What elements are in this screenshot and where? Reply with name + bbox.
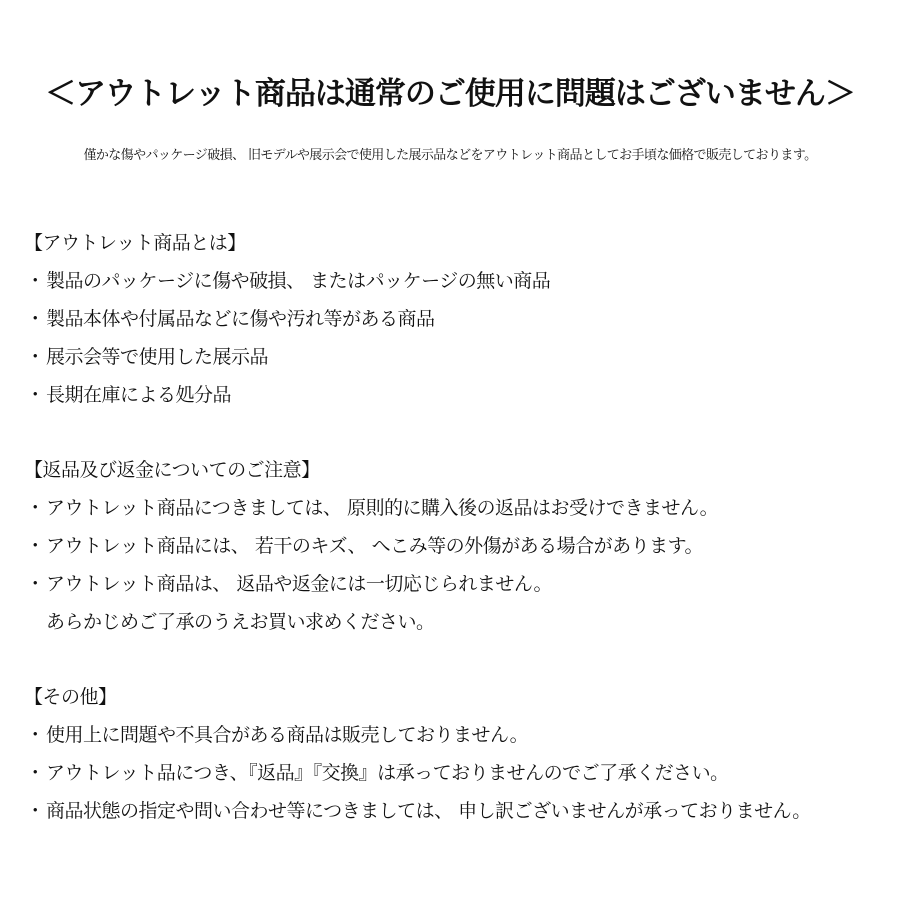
list-item-continuation: あらかじめご了承のうえお買い求めください。	[46, 611, 435, 633]
list-item	[24, 792, 884, 830]
bullet-mark: ・	[25, 270, 45, 292]
page-title: ＜アウトレット商品は通常のご使用に問題はございません＞	[45, 76, 855, 112]
list-item	[24, 754, 884, 792]
list-item	[24, 565, 884, 603]
bullet-mark: ・	[25, 724, 45, 746]
list-item-text: 製品本体や付属品などに傷や汚れ等がある商品	[46, 308, 435, 330]
bullet-mark: ・	[25, 384, 45, 406]
list-item-text: アウトレット品につき、『返品』『交換』は承っておりませんのでご了承ください。	[46, 762, 729, 784]
list-item	[24, 489, 884, 527]
list-item-text: アウトレット商品につきましては、 原則的に購入後の返品はお受けできません。	[46, 497, 719, 519]
page-subtitle: 僅かな傷やパッケージ破損、 旧モデルや展示会で使用した展示品などをアウトレット商品としてお手頃な価格で販売しております。	[83, 148, 817, 163]
list-item	[24, 527, 884, 565]
list-item	[24, 376, 884, 414]
list-item-text: 製品のパッケージに傷や破損、 またはパッケージの無い商品	[46, 270, 551, 292]
list-item-text: 使用上に問題や不具合がある商品は販売しておりません。	[46, 724, 529, 746]
list-item-text: 長期在庫による処分品	[46, 384, 232, 406]
list-item	[24, 338, 884, 376]
section-heading: 【アウトレット商品とは】	[24, 232, 246, 254]
list-item	[24, 300, 884, 338]
section-what-is-outlet	[24, 224, 884, 414]
section-other	[24, 678, 884, 830]
list-item-text: アウトレット商品は、 返品や返金には一切応じられません。	[46, 573, 552, 595]
list-item	[24, 262, 884, 300]
bullet-mark: ・	[25, 573, 45, 595]
section-returns-refunds	[24, 451, 884, 641]
bullet-mark: ・	[25, 800, 45, 822]
bullet-mark: ・	[25, 535, 45, 557]
list-item-text: アウトレット商品には、 若干のキズ、 へこみ等の外傷がある場合があります。	[46, 535, 704, 557]
list-item-text: 展示会等で使用した展示品	[46, 346, 269, 368]
section-heading: 【その他】	[24, 686, 117, 708]
bullet-mark: ・	[25, 308, 45, 330]
bullet-mark: ・	[25, 497, 45, 519]
bullet-mark: ・	[25, 762, 45, 784]
section-heading: 【返品及び返金についてのご注意】	[24, 459, 320, 481]
bullet-mark: ・	[25, 346, 45, 368]
list-item-text: 商品状態の指定や問い合わせ等につきましては、 申し訳ございませんが承っておりません。	[46, 800, 811, 822]
list-item	[24, 716, 884, 754]
